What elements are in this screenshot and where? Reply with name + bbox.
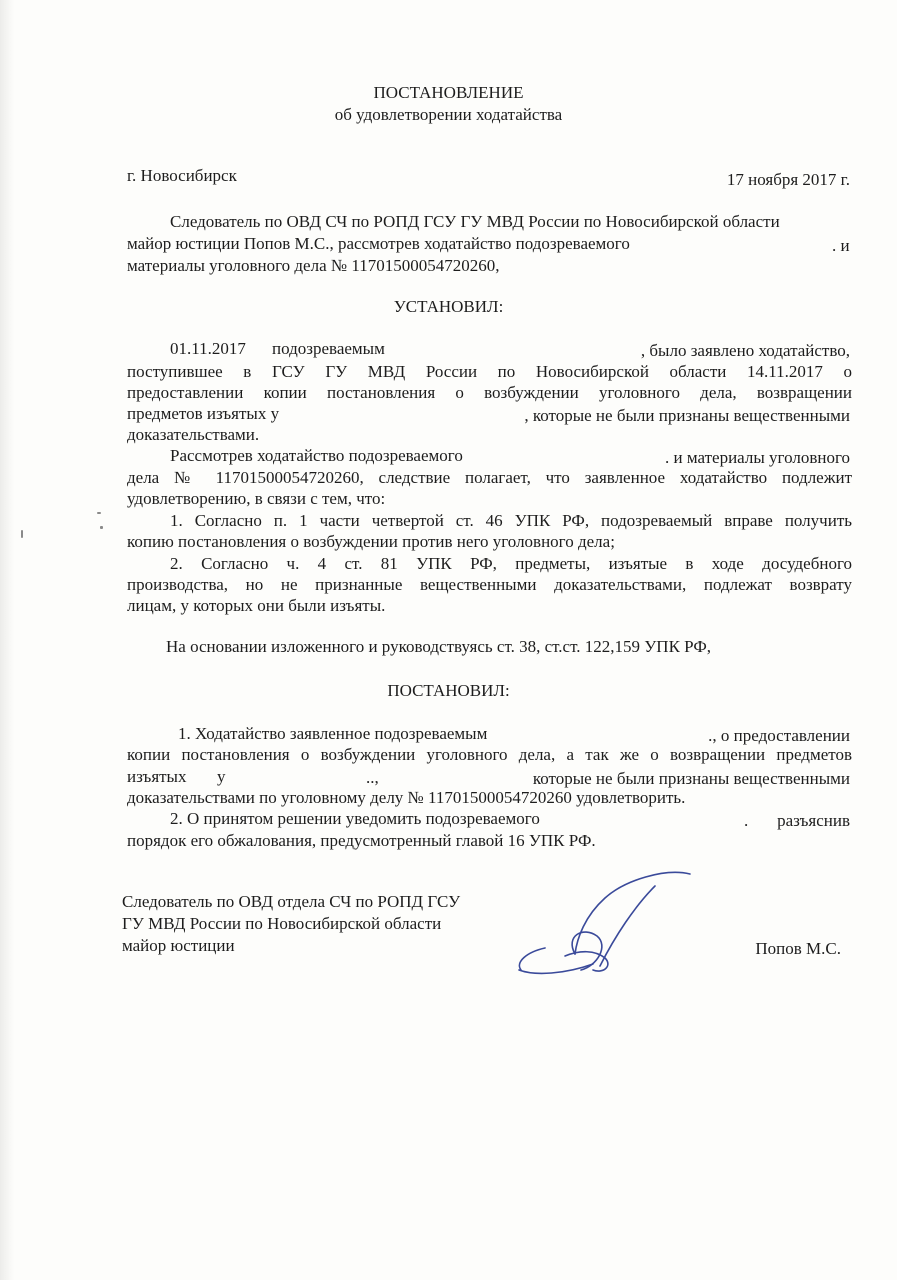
signatory-name: Попов М.С. [755, 939, 841, 958]
r1-line-1-end: ., о предоставлении [708, 726, 850, 745]
intro-line-2: майор юстиции Попов М.С., рассмотрев ходатайство подозреваемого [127, 234, 630, 253]
signatory-line-3: майор юстиции [122, 936, 235, 955]
scan-speck [97, 512, 101, 514]
r2-line-1-end: разъяснив [777, 811, 850, 830]
r1-line-1-start: 1. Ходатайство заявленное подозреваемым [178, 724, 488, 743]
p3-line-1: 1. Согласно п. 1 части четвертой ст. 46 УПК РФ, подозреваемый вправе получить [170, 511, 852, 530]
document-date: 17 ноября 2017 г. [726, 170, 850, 189]
page-fold-shadow [0, 0, 14, 1280]
intro-line-2-end: . и [832, 236, 850, 255]
established-heading: УСТАНОВИЛ: [393, 297, 504, 316]
p1-subject: подозреваемым [272, 339, 385, 358]
place: г. Новосибирск [127, 166, 237, 185]
p3-line-2: копию постановления о возбуждении против него уголовного дела; [127, 532, 615, 551]
p1-line-2: поступившее в ГСУ ГУ МВД России по Новосибирской области 14.11.2017 о [127, 362, 852, 381]
intro-line-3: материалы уголовного дела № 11701500054720260, [127, 256, 500, 275]
p1-line-4-start: предметов изъятых у [127, 404, 280, 423]
document-subtitle: об удовлетворении ходатайства [334, 105, 563, 124]
resolved-heading: ПОСТАНОВИЛ: [387, 681, 510, 700]
basis-line: На основании изложенного и руководствуясь ст. 38, ст.ст. 122,159 УПК РФ, [166, 637, 712, 656]
r1-line-3-dots: .., [366, 768, 379, 787]
r1-line-3-end: которые не были признаны вещественными [532, 769, 850, 788]
p4-line-1: 2. Согласно ч. 4 ст. 81 УПК РФ, предметы, изъятые в ходе досудебного [170, 554, 852, 573]
p4-line-3: лицам, у которых они были изъяты. [127, 596, 386, 615]
r1-line-3-u: у [217, 767, 226, 786]
r2-line-1-dot: . [744, 811, 749, 830]
p1-line-5: доказательствами. [127, 425, 260, 444]
signatory-line-2: ГУ МВД России по Новосибирской области [122, 914, 442, 933]
p2-line-1-end: . и материалы уголовного [665, 448, 850, 467]
r1-line-4: доказательствами по уголовному делу № 11701500054720260 удовлетворить. [127, 788, 686, 807]
p1-date: 01.11.2017 [170, 339, 246, 358]
p4-line-2: производства, но не признанные вещественными доказательствами, подлежат возврату [127, 575, 852, 594]
r1-line-3-word: изъятых [127, 767, 187, 786]
p2-line-1-start: Рассмотрев ходатайство подозреваемого [170, 446, 463, 465]
r2-line-2: порядок его обжалования, предусмотренный главой 16 УПК РФ. [127, 831, 596, 850]
signatory-line-1: Следователь по ОВД отдела СЧ по РОПД ГСУ [122, 892, 461, 911]
handwritten-signature [505, 866, 705, 986]
p2-line-3: удовлетворению, в связи с тем, что: [127, 489, 386, 508]
scan-speck [100, 526, 103, 529]
document-title: ПОСТАНОВЛЕНИЕ [373, 83, 524, 102]
p2-line-2: дела № 11701500054720260, следствие полагает, что заявленное ходатайство подлежит [127, 468, 852, 487]
r2-line-1-start: 2. О принятом решении уведомить подозреваемого [170, 809, 540, 828]
p1-line-1-end: , было заявлено ходатайство, [640, 341, 850, 360]
p1-line-3: предоставлении копии постановления о возбуждении уголовного дела, возвращении [127, 383, 852, 402]
scan-speck [21, 530, 23, 538]
p1-line-4-end: , которые не были признаны вещественными [524, 406, 850, 425]
intro-line-1: Следователь по ОВД СЧ по РОПД ГСУ ГУ МВД России по Новосибирской области [170, 212, 780, 231]
r1-line-2: копии постановления о возбуждении уголовного дела, а так же о возвращении предметов [127, 745, 852, 764]
